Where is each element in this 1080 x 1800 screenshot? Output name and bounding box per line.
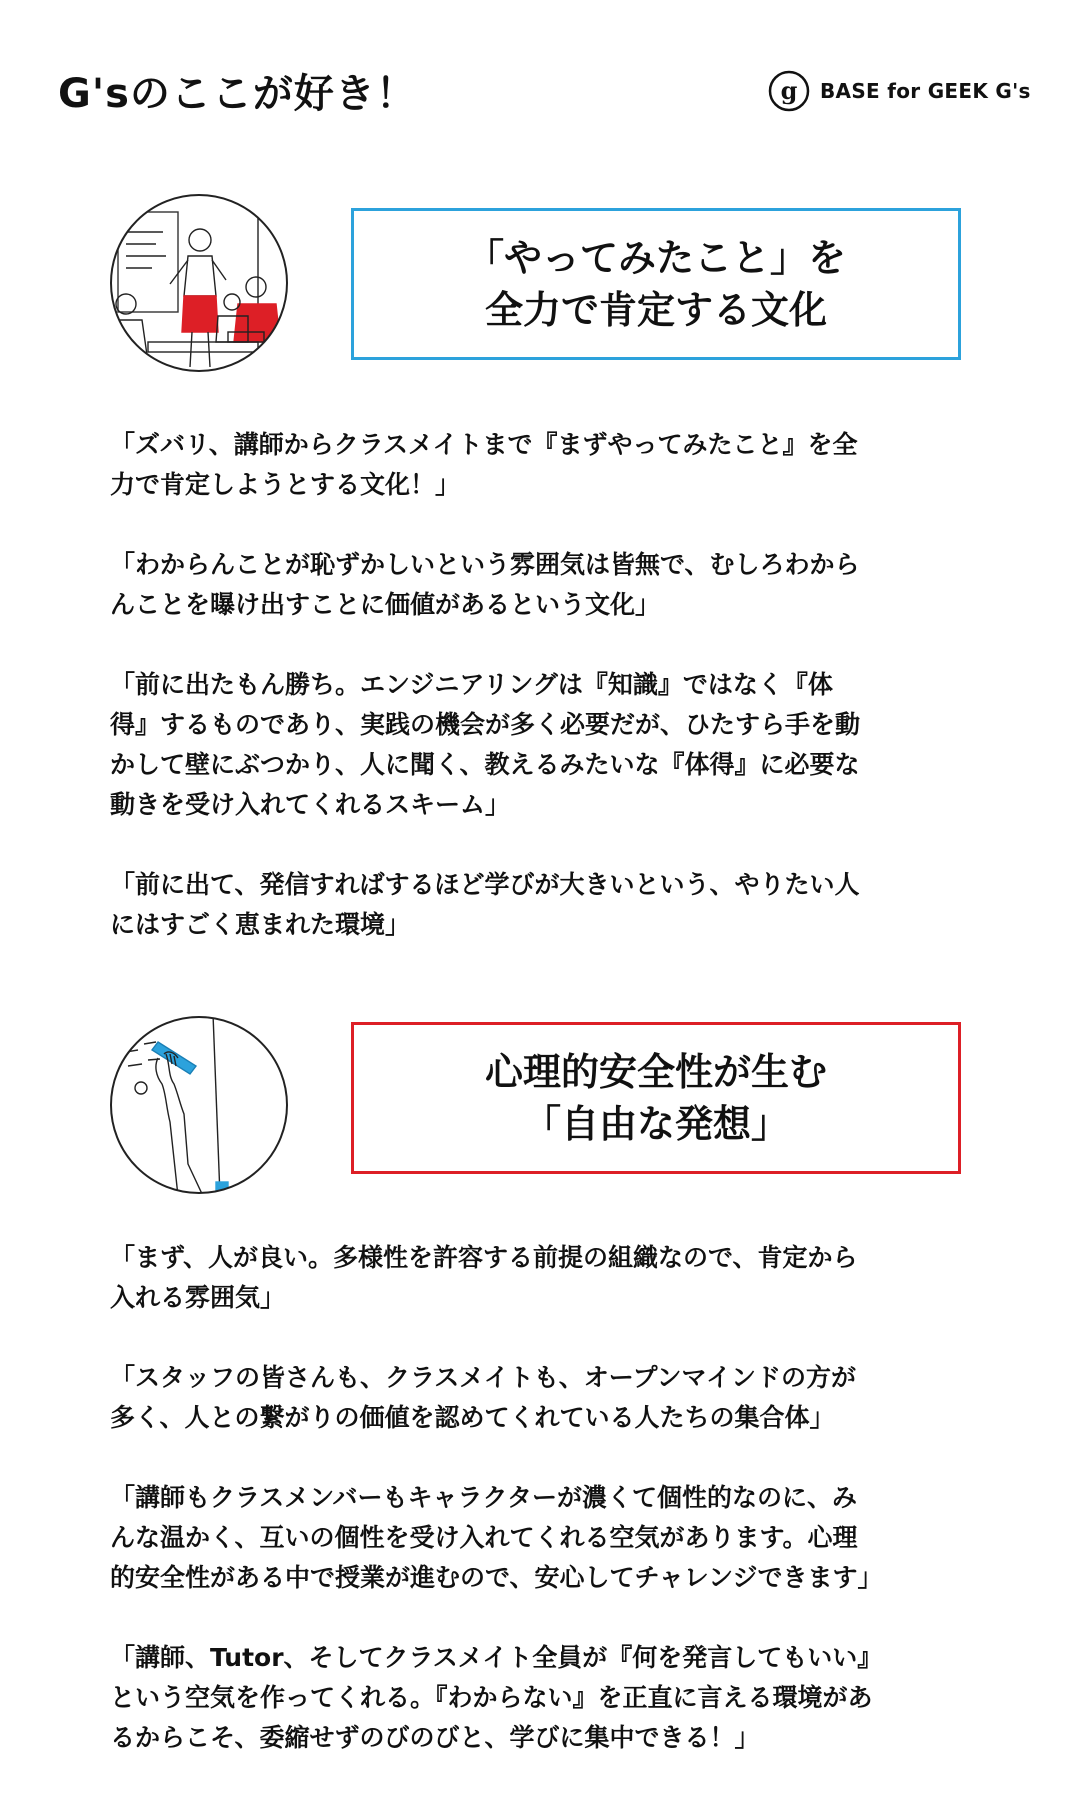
- classroom-presentation-illustration-icon: [108, 192, 290, 374]
- quote-list: [110, 1238, 970, 1798]
- quote-item: 「講師もクラスメンバーもキャラクターが濃くて個性的なのに、み んな温かく、互いの個性を受け入れてくれる空気があります。心理 的安全性がある中で授業が進むので、安心してチャレンジできます」: [110, 1483, 883, 1592]
- brand: [768, 70, 1031, 112]
- headline-line: 全力で肯定する文化: [484, 288, 827, 332]
- brand-name: BASE for GEEK G's: [820, 79, 1031, 103]
- headline-box-psychological-safety: [351, 1022, 961, 1174]
- brand-logo-letter: g: [780, 76, 798, 105]
- quote-item: 「前に出て、発信すればするほど学びが大きいという、やりたい人 にはすごく恵まれた環境」: [110, 870, 860, 939]
- quote-item: 「まず、人が良い。多様性を許容する前提の組織なので、肯定から 入れる雰囲気」: [110, 1243, 858, 1312]
- page-title: G'sのここが好き！: [58, 71, 417, 117]
- quote-item: 「ズバリ、講師からクラスメイトまで『まずやってみたこと』を全 力で肯定しようとする文化！」: [110, 430, 858, 499]
- whiteboard-writing-illustration-icon: [108, 1014, 290, 1196]
- quote-item: 「講師、Tutor、そしてクラスメイト全員が『何を発言してもいい』 という空気を作ってくれる。『わからない』を正直に言える環境があ るからこそ、委縮せずのびのびと、学びに集中できる！」: [110, 1643, 883, 1752]
- quote-item: 「前に出たもん勝ち。エンジニアリングは『知識』ではなく『体 得』するものであり、実践の機会が多く必要だが、ひたすら手を動 かして壁にぶつかり、人に聞く、教えるみたいな『体得』に必要な 動きを受け入れてくれるスキーム」: [110, 670, 861, 819]
- brand-logo-icon: [768, 70, 810, 112]
- quote-item: 「スタッフの皆さんも、クラスメイトも、オープンマインドの方が 多く、人との繋がりの価値を認めてくれている人たちの集合体」: [110, 1363, 857, 1432]
- headline-line: 「自由な発想」: [522, 1102, 789, 1146]
- headline-box-culture: [351, 208, 961, 360]
- quote-item: 「わからんことが恥ずかしいという雰囲気は皆無で、むしろわから んことを曝け出すことに価値があるという文化」: [110, 550, 860, 619]
- headline-line: 心理的安全性が生む: [484, 1050, 827, 1094]
- quote-list: [110, 425, 970, 985]
- headline-line: 「やってみたこと」を: [465, 236, 846, 280]
